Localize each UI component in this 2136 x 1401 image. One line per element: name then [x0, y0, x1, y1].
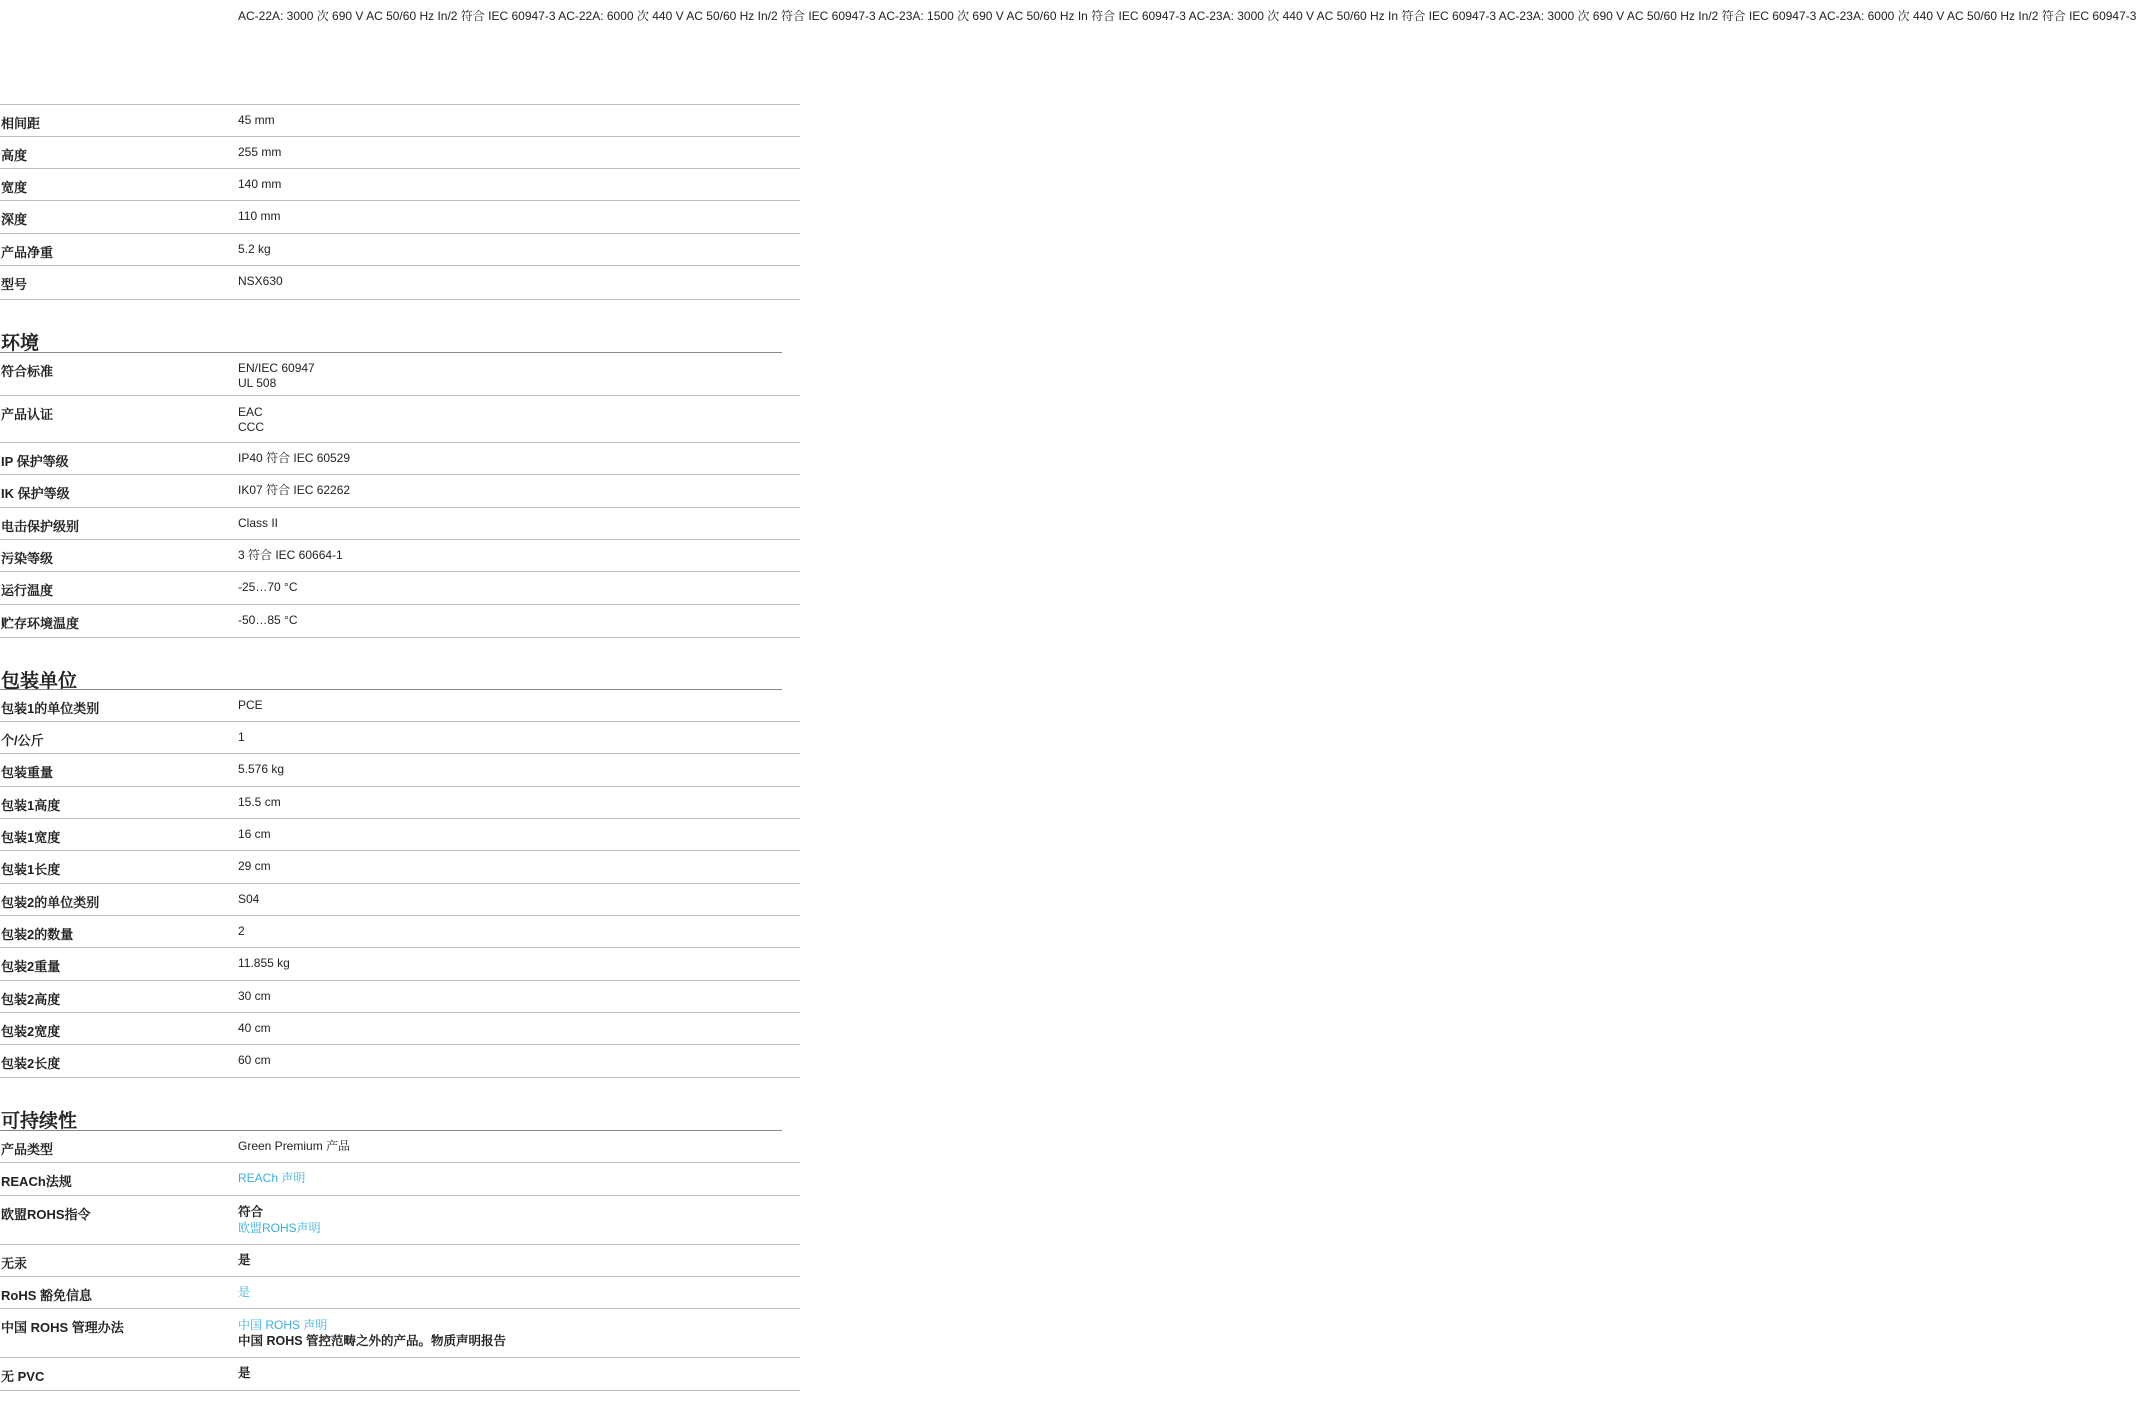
spec-value: PCE: [238, 698, 263, 712]
spec-label: 包装2的数量: [1, 927, 74, 942]
spec-value: 11.855 kg: [238, 956, 290, 970]
spec-value: 255 mm: [238, 145, 282, 159]
env-row-ik-rating: [0, 475, 800, 508]
spec-value: IK07 符合 IEC 62262: [238, 483, 351, 497]
spec-value: 5.576 kg: [238, 762, 285, 776]
spec-value: [238, 405, 264, 435]
switching-ratings-block: [0, 0, 2136, 105]
spec-label: 包装2高度: [1, 992, 61, 1007]
reach-declaration-link[interactable]: REACh 声明: [238, 1171, 306, 1185]
spec-value: -50…85 °C: [238, 613, 298, 627]
spec-value: 30 cm: [238, 989, 271, 1003]
spec-label: 产品净重: [1, 245, 54, 260]
spec-label: 贮存环境温度: [1, 616, 80, 631]
spec-value: 16 cm: [238, 827, 271, 841]
spec-label: 电击保护级别: [1, 519, 80, 534]
spec-value: [238, 1204, 321, 1236]
spec-label: 包装2宽度: [1, 1024, 61, 1039]
spec-value: 60 cm: [238, 1053, 271, 1067]
spec-value: 1: [238, 730, 245, 744]
value-line: EN/IEC 60947: [238, 361, 315, 375]
pack-row-9: [0, 948, 800, 981]
spec-label: 型号: [1, 277, 28, 292]
section-title-packaging: 包装单位: [1, 671, 78, 692]
env-row-shock-class: [0, 508, 800, 540]
eu-rohs-declaration-link[interactable]: 欧盟ROHS声明: [238, 1221, 321, 1235]
spec-label: 包装1宽度: [1, 830, 61, 845]
spec-label: 高度: [1, 148, 28, 163]
spec-label: 深度: [1, 212, 28, 227]
value-text: 是: [238, 1253, 251, 1267]
pack-row-8: [0, 916, 800, 948]
sus-row-pvc-free: [0, 1358, 800, 1391]
env-row-ip-rating: [0, 443, 800, 475]
spec-label: REACh法规: [1, 1174, 72, 1189]
spec-value: IP40 符合 IEC 60529: [238, 451, 351, 465]
spec-label: IK 保护等级: [1, 486, 70, 501]
spec-value: 29 cm: [238, 859, 271, 873]
spec-value: [238, 1366, 251, 1381]
spec-value: [238, 1285, 250, 1300]
pack-row-4: [0, 787, 800, 819]
section-title-environment: 环境: [1, 333, 40, 354]
rating-line: AC-23A: 6000 次 440 V AC 50/60 Hz In/2 符合 IEC 60947-3: [1818, 9, 2136, 23]
spec-label: 符合标准: [1, 364, 54, 379]
spec-value: Class II: [238, 516, 279, 530]
rating-line: AC-23A: 3000 次 440 V AC 50/60 Hz In 符合 IEC 60947-3: [1188, 9, 1497, 23]
spec-value: NSX630: [238, 274, 283, 288]
env-row-pollution-degree: [0, 540, 800, 572]
spec-value: 2: [238, 924, 245, 938]
pack-row-5: [0, 819, 800, 851]
value-text: 是: [238, 1366, 251, 1380]
spec-label: 宽度: [1, 180, 28, 195]
spec-label: 欧盟ROHS指令: [1, 1207, 91, 1222]
value-line: EAC: [238, 405, 263, 419]
sus-row-china-rohs: [0, 1309, 800, 1358]
spec-label: 包装2重量: [1, 959, 61, 974]
value-line: UL 508: [238, 376, 277, 390]
pack-row-10: [0, 981, 800, 1013]
spec-label: 包装1长度: [1, 862, 61, 877]
spec-row-height: [0, 137, 800, 169]
env-row-standards: [0, 353, 800, 396]
spec-label: 包装2长度: [1, 1056, 61, 1071]
spec-label: 无 PVC: [1, 1369, 45, 1384]
spec-label: 个/公斤: [1, 733, 44, 748]
pack-row-3: [0, 754, 800, 787]
sus-row-reach: [0, 1163, 800, 1196]
pack-row-11: [0, 1013, 800, 1045]
spec-row-width: [0, 169, 800, 201]
env-row-operating-temp: [0, 572, 800, 605]
spec-value: [238, 1171, 305, 1186]
spec-label: 产品类型: [1, 1142, 54, 1157]
env-row-storage-temp: [0, 605, 800, 638]
pack-row-7: [0, 884, 800, 916]
spec-label: IP 保护等级: [1, 454, 69, 469]
spec-row-depth: [0, 201, 800, 234]
spec-value: 40 cm: [238, 1021, 271, 1035]
spec-row-phase-spacing: [0, 105, 800, 137]
value-line: 中国 ROHS 管控范畴之外的产品。物质声明报告: [238, 1334, 507, 1348]
rating-line: AC-22A: 6000 次 440 V AC 50/60 Hz In/2 符合 IEC 60947-3: [558, 9, 876, 23]
spec-label: 相间距: [1, 116, 41, 131]
spec-label: RoHS 豁免信息: [1, 1288, 93, 1303]
switching-ratings-values: [238, 9, 2136, 24]
spec-value: [238, 361, 315, 391]
spec-row-net-weight: [0, 234, 800, 266]
sus-row-mercury-free: [0, 1245, 800, 1277]
spec-row-model: [0, 266, 800, 300]
rating-line: AC-23A: 3000 次 690 V AC 50/60 Hz In/2 符合 IEC 60947-3: [1498, 9, 1817, 23]
rating-line: AC-23A: 1500 次 690 V AC 50/60 Hz In 符合 IEC 60947-3: [878, 9, 1186, 23]
pack-row-6: [0, 851, 800, 884]
spec-value: 3 符合 IEC 60664-1: [238, 548, 343, 562]
spec-value: [238, 1317, 506, 1349]
spec-label: 运行温度: [1, 583, 54, 598]
sus-row-product-type: [0, 1131, 800, 1163]
spec-label: 包装1的单位类别: [1, 701, 100, 716]
spec-label: 包装1高度: [1, 798, 61, 813]
spec-label: 包装2的单位类别: [1, 895, 100, 910]
spec-label: 无汞: [1, 1256, 28, 1271]
spec-value: 110 mm: [238, 209, 281, 223]
spec-label: 中国 ROHS 管理办法: [1, 1320, 124, 1335]
pack-row-1: [0, 690, 800, 722]
sus-row-eu-rohs: [0, 1196, 800, 1245]
spec-value: -25…70 °C: [238, 580, 298, 594]
spec-value: Green Premium 产品: [238, 1139, 351, 1153]
pack-row-2: [0, 722, 800, 754]
section-title-sustainability: 可持续性: [1, 1111, 78, 1132]
spec-value: S04: [238, 892, 260, 906]
value-line: 符合: [238, 1205, 264, 1219]
rating-line: AC-22A: 3000 次 690 V AC 50/60 Hz In/2 符合 IEC 60947-3: [238, 9, 556, 23]
spec-label: 污染等级: [1, 551, 54, 566]
value-line: CCC: [238, 420, 264, 434]
spec-value: 45 mm: [238, 113, 275, 127]
china-rohs-declaration-link[interactable]: 中国 ROHS 声明: [238, 1318, 328, 1332]
spec-label: 产品认证: [1, 407, 54, 422]
spec-value: 140 mm: [238, 177, 282, 191]
spec-value: 5.2 kg: [238, 242, 271, 256]
sus-row-rohs-exemption: [0, 1277, 800, 1309]
spec-label: 包装重量: [1, 765, 54, 780]
pack-row-12: [0, 1045, 800, 1078]
spec-value: [238, 1253, 251, 1268]
env-row-certifications: [0, 396, 800, 443]
rohs-exemption-link[interactable]: 是: [238, 1285, 251, 1299]
spec-value: 15.5 cm: [238, 795, 281, 809]
